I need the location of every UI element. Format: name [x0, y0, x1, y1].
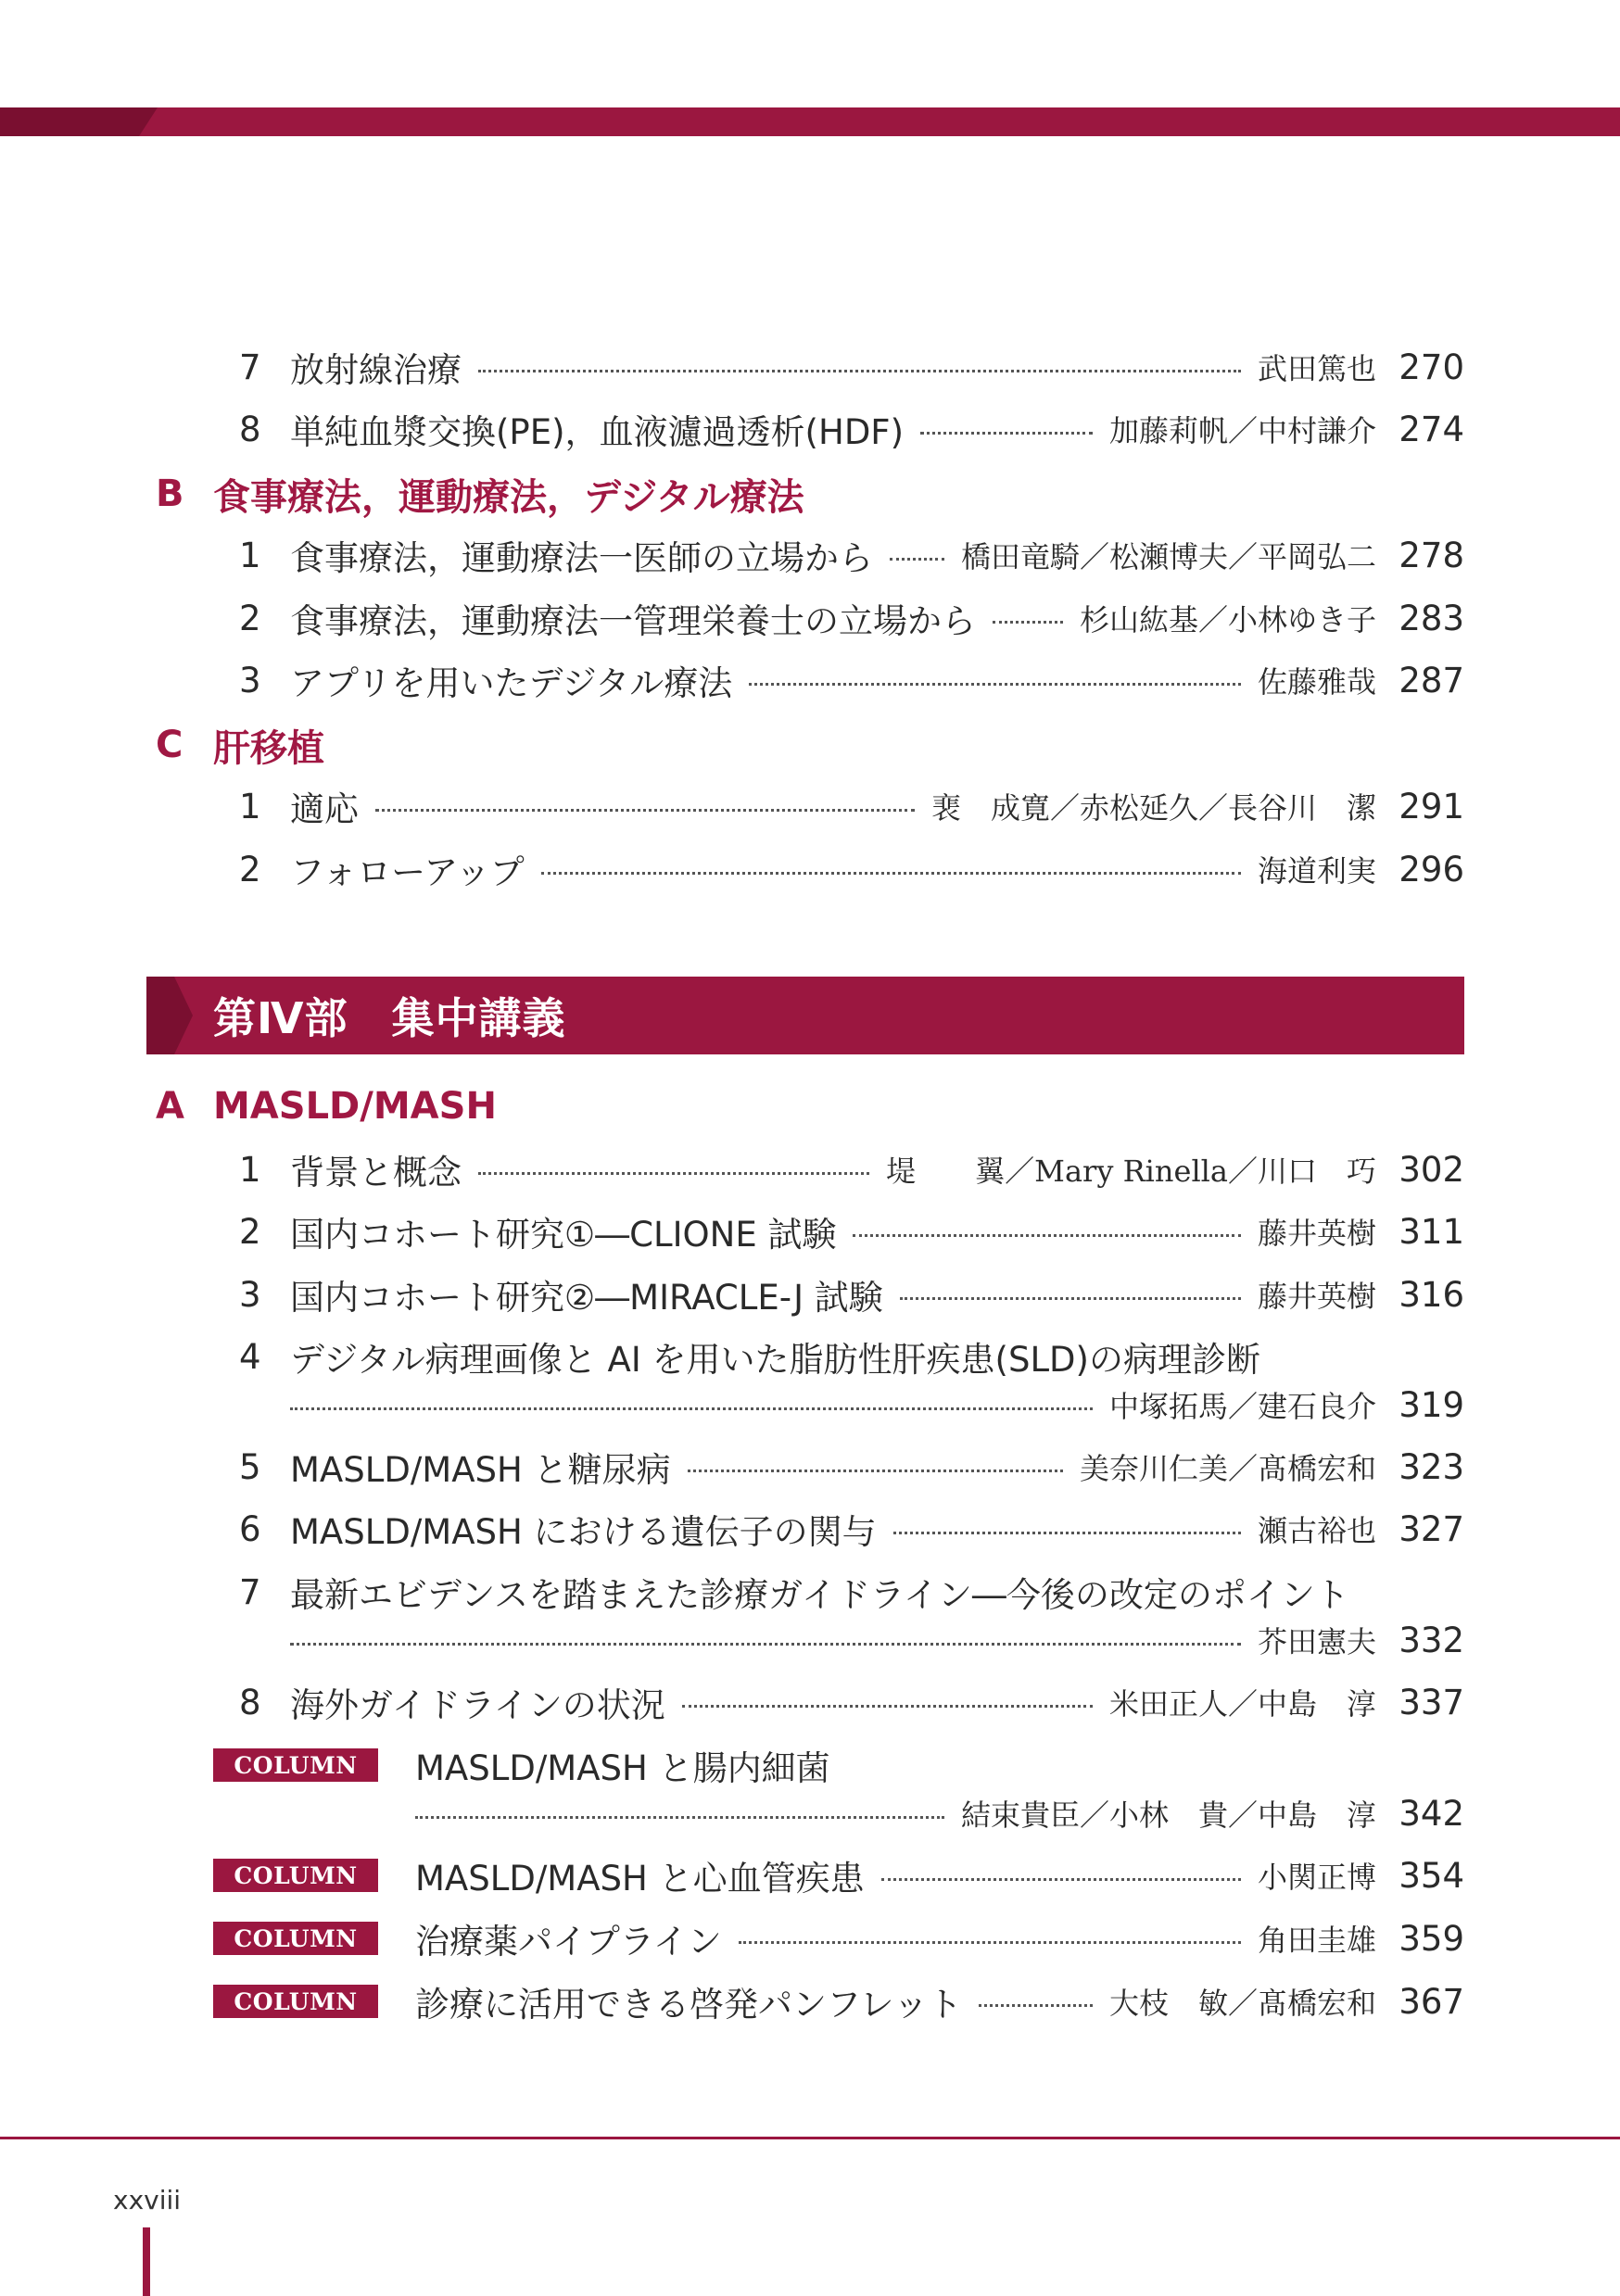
entry-page: 332	[1399, 1620, 1464, 1660]
leader-dots	[682, 1705, 1093, 1708]
entry-title: 背景と概念	[290, 1153, 462, 1192]
entry-author: 藤井英樹	[1257, 1216, 1376, 1251]
toc-entry[interactable]	[239, 1267, 1464, 1322]
column-page: 367	[1399, 1981, 1464, 2022]
toc-entry[interactable]	[239, 1501, 1464, 1557]
leader-dots	[415, 1816, 944, 1819]
entry-number: 3	[239, 660, 261, 700]
entry-page: 278	[1399, 535, 1464, 575]
entry-number: 4	[239, 1336, 261, 1377]
entry-author: 佐藤雅哉	[1257, 664, 1376, 700]
toc-entry[interactable]	[239, 1329, 1464, 1384]
entry-title: MASLD/MASH における遺伝子の関与	[290, 1512, 877, 1552]
column-entry-continuation	[415, 1789, 1464, 1837]
leader-dots	[739, 1941, 1241, 1944]
part-title: 第Ⅳ部 集中講義	[213, 993, 566, 1043]
entry-title: 国内コホート研究①―CLIONE 試験	[290, 1215, 837, 1255]
entry-author: 武田篤也	[1257, 351, 1376, 386]
entry-title: 最新エビデンスを踏まえた診療ガイドライン―今後の改定のポイント	[290, 1575, 1349, 1615]
entry-title: 食事療法，運動療法一管理栄養士の立場から	[290, 601, 976, 641]
column-entry[interactable]	[213, 1911, 1464, 1966]
column-badge: COLUMN	[213, 1985, 378, 2018]
entry-author: 海道利実	[1257, 853, 1376, 889]
column-badge: COLUMN	[213, 1748, 378, 1782]
entry-number: 5	[239, 1446, 261, 1487]
column-title: 診療に活用できる啓発パンフレット	[415, 1985, 963, 2025]
entry-page: 319	[1399, 1384, 1464, 1425]
toc-entry[interactable]	[239, 339, 1464, 395]
column-author: 小関正博	[1257, 1860, 1376, 1895]
page-number: xxviii	[113, 2185, 182, 2215]
toc-entry[interactable]	[239, 652, 1464, 708]
column-entry[interactable]	[213, 1737, 1464, 1793]
entry-title: フォローアップ	[290, 852, 525, 892]
leader-dots	[920, 432, 1093, 435]
entry-title: 海外ガイドラインの状況	[290, 1685, 665, 1725]
entry-author: 美奈川仁美／髙橋宏和	[1079, 1451, 1376, 1486]
leader-dots	[478, 370, 1241, 372]
column-page: 359	[1399, 1918, 1464, 1959]
entry-number: 2	[239, 849, 261, 889]
toc-entry[interactable]	[239, 1142, 1464, 1197]
toc-entry[interactable]	[239, 527, 1464, 583]
toc-entry-continuation	[239, 1616, 1464, 1664]
entry-title: 適応	[290, 789, 359, 829]
entry-number: 7	[239, 347, 261, 387]
part-banner	[146, 977, 1464, 1054]
entry-page: 291	[1399, 786, 1464, 826]
column-title: MASLD/MASH と腸内細菌	[415, 1748, 830, 1788]
column-page: 342	[1399, 1793, 1464, 1834]
entry-author: 芥田憲夫	[1257, 1624, 1376, 1659]
entry-author: 杉山紘基／小林ゆき子	[1079, 602, 1376, 637]
entry-author: 米田正人／中島 淳	[1108, 1686, 1376, 1722]
entry-number: 6	[239, 1508, 261, 1549]
entry-title: 単純血漿交換(PE)，血液濾過透析(HDF)	[290, 412, 905, 452]
entry-author: 瀬古裕也	[1257, 1513, 1376, 1548]
column-title: 治療薬パイプライン	[415, 1922, 722, 1962]
entry-author: 加藤莉帆／中村謙介	[1108, 413, 1376, 448]
entry-author: 橋田竜騎／松瀬博夫／平岡弘二	[960, 539, 1376, 574]
entry-author: 堤 翼／Mary Rinella／川口 巧	[886, 1154, 1376, 1189]
section-letter: B	[156, 473, 184, 515]
entry-title: アプリを用いたデジタル療法	[290, 663, 733, 703]
footer-rule	[0, 2137, 1620, 2139]
section-letter: A	[156, 1085, 184, 1128]
footer-accent-bar	[143, 2227, 150, 2296]
entry-page: 316	[1399, 1274, 1464, 1315]
leader-dots	[993, 621, 1063, 624]
entry-number: 1	[239, 786, 261, 826]
entry-title: 食事療法，運動療法一医師の立場から	[290, 538, 873, 578]
column-page: 354	[1399, 1855, 1464, 1896]
section-heading-a	[156, 1078, 497, 1135]
entry-title: デジタル病理画像と AI を用いた脂肪性肝疾患(SLD)の病理診断	[290, 1340, 1260, 1380]
entry-page: 311	[1399, 1211, 1464, 1252]
section-title: 食事療法，運動療法，デジタル療法	[213, 475, 804, 519]
leader-dots	[881, 1878, 1241, 1881]
entry-page: 287	[1399, 660, 1464, 700]
leader-dots	[375, 809, 915, 812]
entry-author: 藤井英樹	[1257, 1279, 1376, 1314]
header-band	[0, 107, 1620, 136]
toc-entry[interactable]	[239, 1439, 1464, 1495]
toc-entry[interactable]	[239, 1674, 1464, 1730]
entry-number: 8	[239, 1682, 261, 1722]
leader-dots	[478, 1172, 869, 1175]
entry-page: 337	[1399, 1682, 1464, 1722]
column-entry[interactable]	[213, 1974, 1464, 2029]
column-entry[interactable]	[213, 1848, 1464, 1903]
section-heading-c	[156, 716, 324, 774]
column-badge: COLUMN	[213, 1922, 378, 1955]
entry-page: 302	[1399, 1149, 1464, 1190]
entry-title: 国内コホート研究②―MIRACLE-J 試験	[290, 1278, 883, 1318]
entry-page: 270	[1399, 347, 1464, 387]
entry-number: 1	[239, 535, 261, 575]
entry-title: 放射線治療	[290, 350, 462, 390]
entry-author: 裵 成寛／赤松延久／長谷川 潔	[930, 790, 1376, 826]
toc-entry[interactable]	[239, 778, 1464, 834]
entry-number: 8	[239, 409, 261, 449]
leader-dots	[853, 1234, 1241, 1237]
column-badge: COLUMN	[213, 1859, 378, 1892]
leader-dots	[893, 1532, 1241, 1534]
section-title: 肝移植	[213, 726, 324, 770]
entry-number: 7	[239, 1571, 261, 1612]
leader-dots	[749, 683, 1241, 686]
toc-entry-continuation	[239, 1381, 1464, 1429]
leader-dots	[890, 558, 944, 561]
toc-entry[interactable]	[239, 1564, 1464, 1620]
entry-page: 283	[1399, 598, 1464, 638]
entry-author: 中塚拓馬／建石良介	[1108, 1389, 1376, 1424]
entry-page: 274	[1399, 409, 1464, 449]
section-title: MASLD/MASH	[213, 1085, 497, 1128]
toc-entry[interactable]	[239, 401, 1464, 457]
leader-dots	[688, 1470, 1063, 1472]
entry-page: 323	[1399, 1446, 1464, 1487]
column-author: 結束貴臣／小林 貴／中島 淳	[960, 1798, 1376, 1833]
entry-title: MASLD/MASH と糖尿病	[290, 1450, 671, 1490]
entry-page: 296	[1399, 849, 1464, 889]
entry-number: 1	[239, 1149, 261, 1190]
leader-dots	[541, 872, 1241, 875]
banner-shade	[146, 977, 202, 1054]
entry-number: 3	[239, 1274, 261, 1315]
column-author: 大枝 敏／髙橋宏和	[1108, 1986, 1376, 2021]
leader-dots	[900, 1297, 1241, 1300]
toc-entry[interactable]	[239, 841, 1464, 897]
toc-entry[interactable]	[239, 1204, 1464, 1259]
leader-dots	[979, 2004, 1093, 2007]
entry-number: 2	[239, 1211, 261, 1252]
column-title: MASLD/MASH と心血管疾患	[415, 1859, 865, 1899]
entry-page: 327	[1399, 1508, 1464, 1549]
column-author: 角田圭雄	[1257, 1923, 1376, 1958]
section-heading-b	[156, 465, 804, 523]
section-letter: C	[156, 724, 184, 766]
entry-number: 2	[239, 598, 261, 638]
toc-entry[interactable]	[239, 590, 1464, 646]
leader-dots	[290, 1643, 1241, 1646]
leader-dots	[290, 1407, 1093, 1410]
